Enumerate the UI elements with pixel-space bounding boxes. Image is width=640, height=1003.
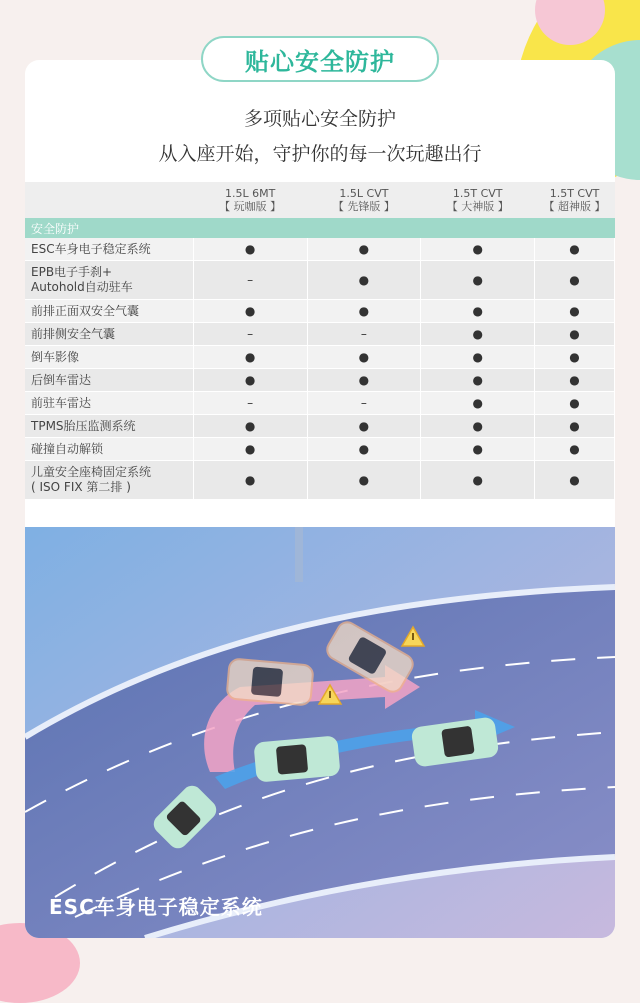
table-row	[25, 238, 615, 261]
intro-line-2: 从入座开始，守护你的每一次玩趣出行	[158, 143, 482, 165]
feature-value: ●	[307, 346, 421, 369]
feature-value: –	[193, 323, 307, 346]
scene-caption: ESC车身电子稳定系统	[49, 895, 263, 919]
feature-label: 倒车影像	[25, 346, 193, 369]
road-scene	[25, 527, 615, 938]
feature-label: 前排正面双安全气囊	[25, 300, 193, 323]
feature-value: ●	[421, 346, 535, 369]
intro-line-1: 多项贴心安全防护	[243, 108, 396, 130]
feature-value: –	[307, 323, 421, 346]
feature-value: ●	[421, 323, 535, 346]
col-header: 1.5T CVT 【 超神版 】	[543, 187, 606, 213]
feature-label: ESC车身电子稳定系统	[25, 238, 193, 261]
feature-label: 前排侧安全气囊	[25, 323, 193, 346]
table-row	[25, 261, 615, 300]
header-empty	[25, 182, 193, 218]
car-icon	[253, 735, 340, 782]
feature-value: –	[307, 392, 421, 415]
feature-value: ●	[535, 415, 615, 438]
feature-label: 碰撞自动解锁	[25, 438, 193, 461]
feature-value: ●	[535, 346, 615, 369]
feature-value: ●	[535, 461, 615, 500]
feature-value: ●	[421, 369, 535, 392]
feature-value: ●	[307, 415, 421, 438]
feature-value: ●	[193, 346, 307, 369]
intro-text	[25, 102, 615, 172]
spec-table	[25, 182, 615, 500]
car-icon	[226, 658, 313, 705]
table-row	[25, 300, 615, 323]
feature-value: ●	[535, 392, 615, 415]
col-header: 1.5L CVT 【 先锋版 】	[332, 187, 395, 213]
feature-value: ●	[193, 238, 307, 261]
feature-value: ●	[421, 415, 535, 438]
feature-value: ●	[193, 369, 307, 392]
feature-label: TPMS胎压监测系统	[25, 415, 193, 438]
feature-value: ●	[535, 369, 615, 392]
feature-label: 前驻车雷达	[25, 392, 193, 415]
table-row	[25, 461, 615, 500]
feature-value: ●	[535, 323, 615, 346]
table-header	[25, 182, 615, 218]
feature-value: ●	[421, 261, 535, 300]
feature-value: ●	[307, 300, 421, 323]
feature-value: ●	[307, 438, 421, 461]
feature-label: EPB电子手刹+ Autohold自动驻车	[25, 261, 193, 300]
table-row	[25, 323, 615, 346]
feature-label: 儿童安全座椅固定系统 ( ISO FIX 第二排 )	[25, 461, 193, 500]
feature-value: ●	[193, 461, 307, 500]
table-row	[25, 415, 615, 438]
feature-value: ●	[535, 300, 615, 323]
feature-value: ●	[193, 415, 307, 438]
section-row	[25, 218, 615, 238]
section-label: 安全防护	[25, 218, 615, 238]
col-header: 1.5T CVT 【 大神版 】	[446, 187, 509, 213]
feature-value: ●	[193, 300, 307, 323]
feature-value: ●	[421, 300, 535, 323]
signpost	[295, 527, 303, 582]
feature-value: ●	[535, 438, 615, 461]
feature-value: ●	[307, 369, 421, 392]
feature-value: ●	[421, 461, 535, 500]
feature-value: ●	[193, 438, 307, 461]
feature-value: ●	[535, 261, 615, 300]
table-row	[25, 392, 615, 415]
feature-value: ●	[535, 238, 615, 261]
page-title: 贴心安全防护	[201, 36, 439, 82]
content-card	[25, 60, 615, 938]
col-header: 1.5L 6MT 【 玩咖版 】	[219, 187, 282, 213]
feature-value: ●	[307, 261, 421, 300]
esc-illustration	[25, 527, 615, 938]
table-row	[25, 369, 615, 392]
feature-value: ●	[307, 238, 421, 261]
feature-value: ●	[307, 461, 421, 500]
feature-value: –	[193, 261, 307, 300]
feature-value: ●	[421, 238, 535, 261]
feature-value: ●	[421, 392, 535, 415]
feature-value: –	[193, 392, 307, 415]
feature-value: ●	[421, 438, 535, 461]
table-row	[25, 438, 615, 461]
table-row	[25, 346, 615, 369]
feature-label: 后倒车雷达	[25, 369, 193, 392]
